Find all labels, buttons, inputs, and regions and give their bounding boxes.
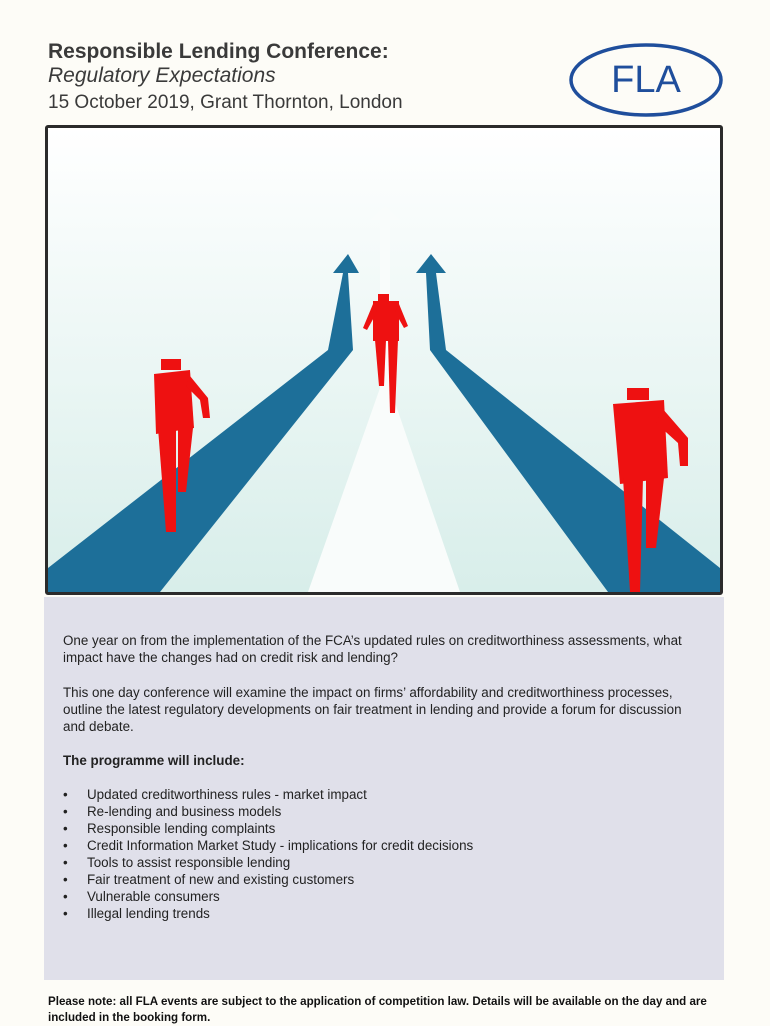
list-item <box>63 871 473 888</box>
conference-info-panel <box>44 597 724 980</box>
list-item <box>63 820 473 837</box>
page-title: Responsible Lending Conference: <box>48 40 389 63</box>
programme-list <box>63 786 473 922</box>
list-item-text: Fair treatment of new and existing customers <box>87 872 355 887</box>
list-item-text: Re-lending and business models <box>87 804 282 819</box>
list-item-text: Vulnerable consumers <box>87 889 220 904</box>
bullet-marker: • <box>63 889 68 904</box>
list-item <box>63 854 473 871</box>
bullet-marker: • <box>63 906 68 921</box>
hero-illustration <box>45 125 723 595</box>
fla-logo <box>567 42 725 118</box>
fla-logo-graphic <box>567 42 725 118</box>
list-item <box>63 888 473 905</box>
bullet-marker: • <box>63 821 68 836</box>
bullet-marker: • <box>63 872 68 887</box>
bullet-marker: • <box>63 787 68 802</box>
intro-paragraph: One year on from the implementation of the FCA’s updated rules on creditworthiness assessments, what impact have the changes had on credit risk and lending? <box>63 633 682 665</box>
logo-text: FLA <box>611 59 681 101</box>
competition-law-note: Please note: all FLA events are subject to the application of competition law. Details will be available on the day and are included in the booking form. <box>48 995 707 1024</box>
list-item-text: Illegal lending trends <box>87 906 210 921</box>
event-date-venue: 15 October 2019, Grant Thornton, London <box>48 92 403 113</box>
list-item-text: Tools to assist responsible lending <box>87 855 291 870</box>
list-item-text: Credit Information Market Study - implications for credit decisions <box>87 838 474 853</box>
arrows-runners-graphic <box>48 128 720 592</box>
bullet-marker: • <box>63 838 68 853</box>
list-item <box>63 837 473 854</box>
bullet-marker: • <box>63 855 68 870</box>
description-paragraph: This one day conference will examine the impact on firms’ affordability and creditworthiness processes, outline the latest regulatory developments on fair treatment in lending and provide a forum for discussion and debate. <box>63 685 682 734</box>
list-item-text: Updated creditworthiness rules - market impact <box>87 787 367 802</box>
list-item <box>63 905 473 922</box>
programme-heading: The programme will include: <box>63 753 245 768</box>
list-item <box>63 803 473 820</box>
list-item-text: Responsible lending complaints <box>87 821 276 836</box>
list-item <box>63 786 473 803</box>
page-subtitle: Regulatory Expectations <box>48 64 276 87</box>
bullet-marker: • <box>63 804 68 819</box>
